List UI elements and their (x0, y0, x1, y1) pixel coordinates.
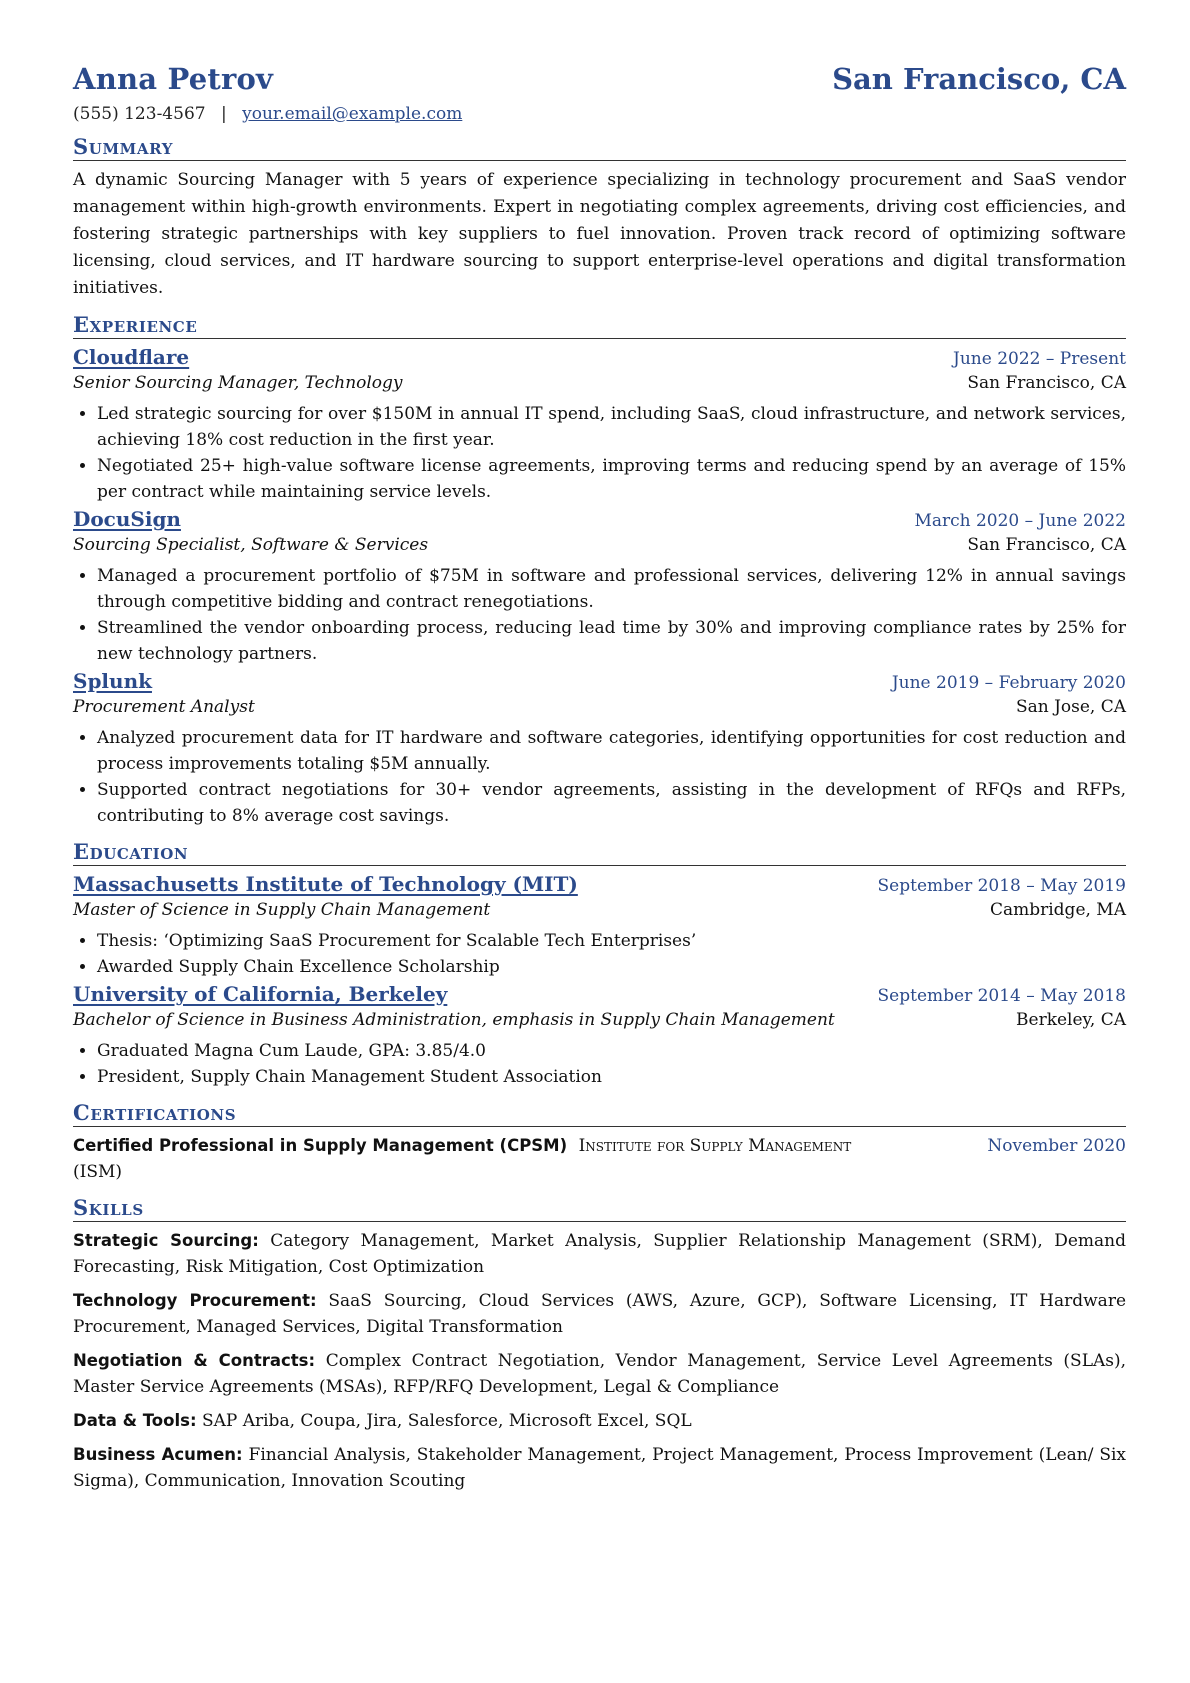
contact-line (73, 104, 1126, 124)
study-dates: September 2014 – May 2018 (877, 986, 1126, 1006)
certification-issuer: Institute for Supply Management (578, 1136, 852, 1156)
employment-dates: June 2019 – February 2020 (891, 673, 1126, 693)
achievement-item: • Led strategic sourcing for over $150M in annual IT spend, including SaaS, cloud infrastructure, and network services, achieving 18% cost reduction in the first year. (97, 401, 1126, 453)
candidate-name: Anna Petrov (73, 62, 274, 96)
skill-group-text: Category Management, Market Analysis, Supplier Relationship Management (SRM), Demand Forecasting, Risk Mitigation, Cost Optimization (73, 1231, 1127, 1277)
experience-entry (73, 669, 1126, 829)
school-location: Cambridge, MA (989, 900, 1126, 920)
summary-section (73, 134, 1126, 302)
employer-link[interactable]: Splunk (73, 669, 152, 693)
skill-group-label: Technology Procurement: (73, 1291, 317, 1310)
skill-group-text: SAP Ariba, Coupa, Jira, Salesforce, Microsoft Excel, SQL (201, 1411, 692, 1431)
skill-group (73, 1228, 1126, 1280)
job-location: San Jose, CA (1015, 697, 1126, 717)
achievement-item: • Negotiated 25+ high-value software license agreements, improving terms and reducing spend by an average of 15% per contract while maintaining service levels. (97, 453, 1126, 505)
education-detail-list (73, 1038, 1126, 1090)
skill-group (73, 1442, 1126, 1494)
skill-group-label: Business Acumen: (73, 1445, 243, 1464)
achievement-list (73, 563, 1126, 667)
certification-issuer-abbr: (ISM) (73, 1162, 123, 1182)
certification-name: Certified Professional in Supply Management (CPSM) (73, 1136, 568, 1155)
job-title: Senior Sourcing Manager, Technology (73, 373, 403, 393)
certification-entry (73, 1133, 1126, 1185)
section-title-certifications: Certifications (73, 1100, 1126, 1127)
achievement-item: • Supported contract negotiations for 30+ vendor agreements, assisting in the development of RFQs and RFPs, contributing to 8% average cost savings. (97, 777, 1126, 829)
resume-header (73, 62, 1126, 96)
achievement-list (73, 725, 1126, 829)
achievement-item: • Managed a procurement portfolio of $75M in software and professional services, delivering 12% in annual savings through competitive bidding and contract renegotiations. (97, 563, 1126, 615)
degree: Master of Science in Supply Chain Management (73, 900, 491, 920)
job-title: Procurement Analyst (73, 697, 255, 717)
education-entry (73, 982, 1126, 1090)
skill-group (73, 1408, 1126, 1434)
phone-number: (555) 123-4567 (73, 104, 206, 124)
summary-text: A dynamic Sourcing Manager with 5 years of experience specializing in technology procurement and SaaS vendor management within high-growth environments. Expert in negotiating complex agreements, driving cost efficiencies, and fostering strategic partnerships with key suppliers to fuel innovation. Proven track record of optimizing software licensing, cloud services, and IT hardware sourcing to support enterprise-level operations and digital transformation initiatives. (73, 170, 1126, 298)
achievement-list (73, 401, 1126, 505)
section-title-summary: Summary (73, 134, 1126, 161)
candidate-location: San Francisco, CA (832, 62, 1126, 96)
experience-section (73, 312, 1126, 829)
certification-date: November 2020 (987, 1136, 1126, 1156)
employer-link[interactable]: Cloudflare (73, 345, 190, 369)
email-link[interactable]: your.email@example.com (242, 104, 463, 124)
contact-separator: | (220, 104, 227, 124)
employment-dates: March 2020 – June 2022 (914, 511, 1126, 531)
employment-dates: June 2022 – Present (953, 349, 1126, 369)
skill-group-label: Strategic Sourcing: (73, 1231, 259, 1250)
certifications-section (73, 1100, 1126, 1185)
education-section (73, 839, 1126, 1090)
experience-entry (73, 345, 1126, 505)
section-title-skills: Skills (73, 1195, 1126, 1222)
achievement-item: • Analyzed procurement data for IT hardware and software categories, identifying opportunities for cost reduction and process improvements totaling $5M annually. (97, 725, 1126, 777)
skill-group-text: Financial Analysis, Stakeholder Management, Project Management, Process Improvement (Lean/ Six Sigma), Communication, Innovation Scouting (73, 1445, 1126, 1491)
skill-group-text: Complex Contract Negotiation, Vendor Management, Service Level Agreements (SLAs), Master Service Agreements (MSAs), RFP/RFQ Development, Legal & Compliance (73, 1351, 1127, 1397)
degree: Bachelor of Science in Business Administration, emphasis in Supply Chain Management (73, 1010, 835, 1030)
skill-group (73, 1348, 1126, 1400)
education-detail-item: • President, Supply Chain Management Student Association (97, 1064, 1126, 1090)
employer-link[interactable]: DocuSign (73, 507, 181, 531)
school-link[interactable]: University of California, Berkeley (73, 982, 448, 1006)
education-entry (73, 872, 1126, 980)
education-detail-item: • Thesis: ‘Optimizing SaaS Procurement for Scalable Tech Enterprises’ (97, 928, 1126, 954)
skill-group-label: Data & Tools: (73, 1411, 197, 1430)
job-location: San Francisco, CA (967, 373, 1126, 393)
skill-group-text: SaaS Sourcing, Cloud Services (AWS, Azure, GCP), Software Licensing, IT Hardware Procurement, Managed Services, Digital Transformation (73, 1291, 1127, 1337)
experience-entry (73, 507, 1126, 667)
education-detail-item: • Graduated Magna Cum Laude, GPA: 3.85/4.0 (97, 1038, 1126, 1064)
school-location: Berkeley, CA (1016, 1010, 1126, 1030)
job-location: San Francisco, CA (967, 535, 1126, 555)
job-title: Sourcing Specialist, Software & Services (73, 535, 429, 555)
education-detail-item: • Awarded Supply Chain Excellence Scholarship (97, 954, 1126, 980)
school-link[interactable]: Massachusetts Institute of Technology (MIT) (73, 872, 578, 896)
study-dates: September 2018 – May 2019 (877, 876, 1126, 896)
skill-group-label: Negotiation & Contracts: (73, 1351, 316, 1370)
education-detail-list (73, 928, 1126, 980)
achievement-item: • Streamlined the vendor onboarding process, reducing lead time by 30% and improving compliance rates by 25% for new technology partners. (97, 615, 1126, 667)
skill-group (73, 1288, 1126, 1340)
section-title-education: Education (73, 839, 1126, 866)
skills-section (73, 1195, 1126, 1494)
section-title-experience: Experience (73, 312, 1126, 339)
